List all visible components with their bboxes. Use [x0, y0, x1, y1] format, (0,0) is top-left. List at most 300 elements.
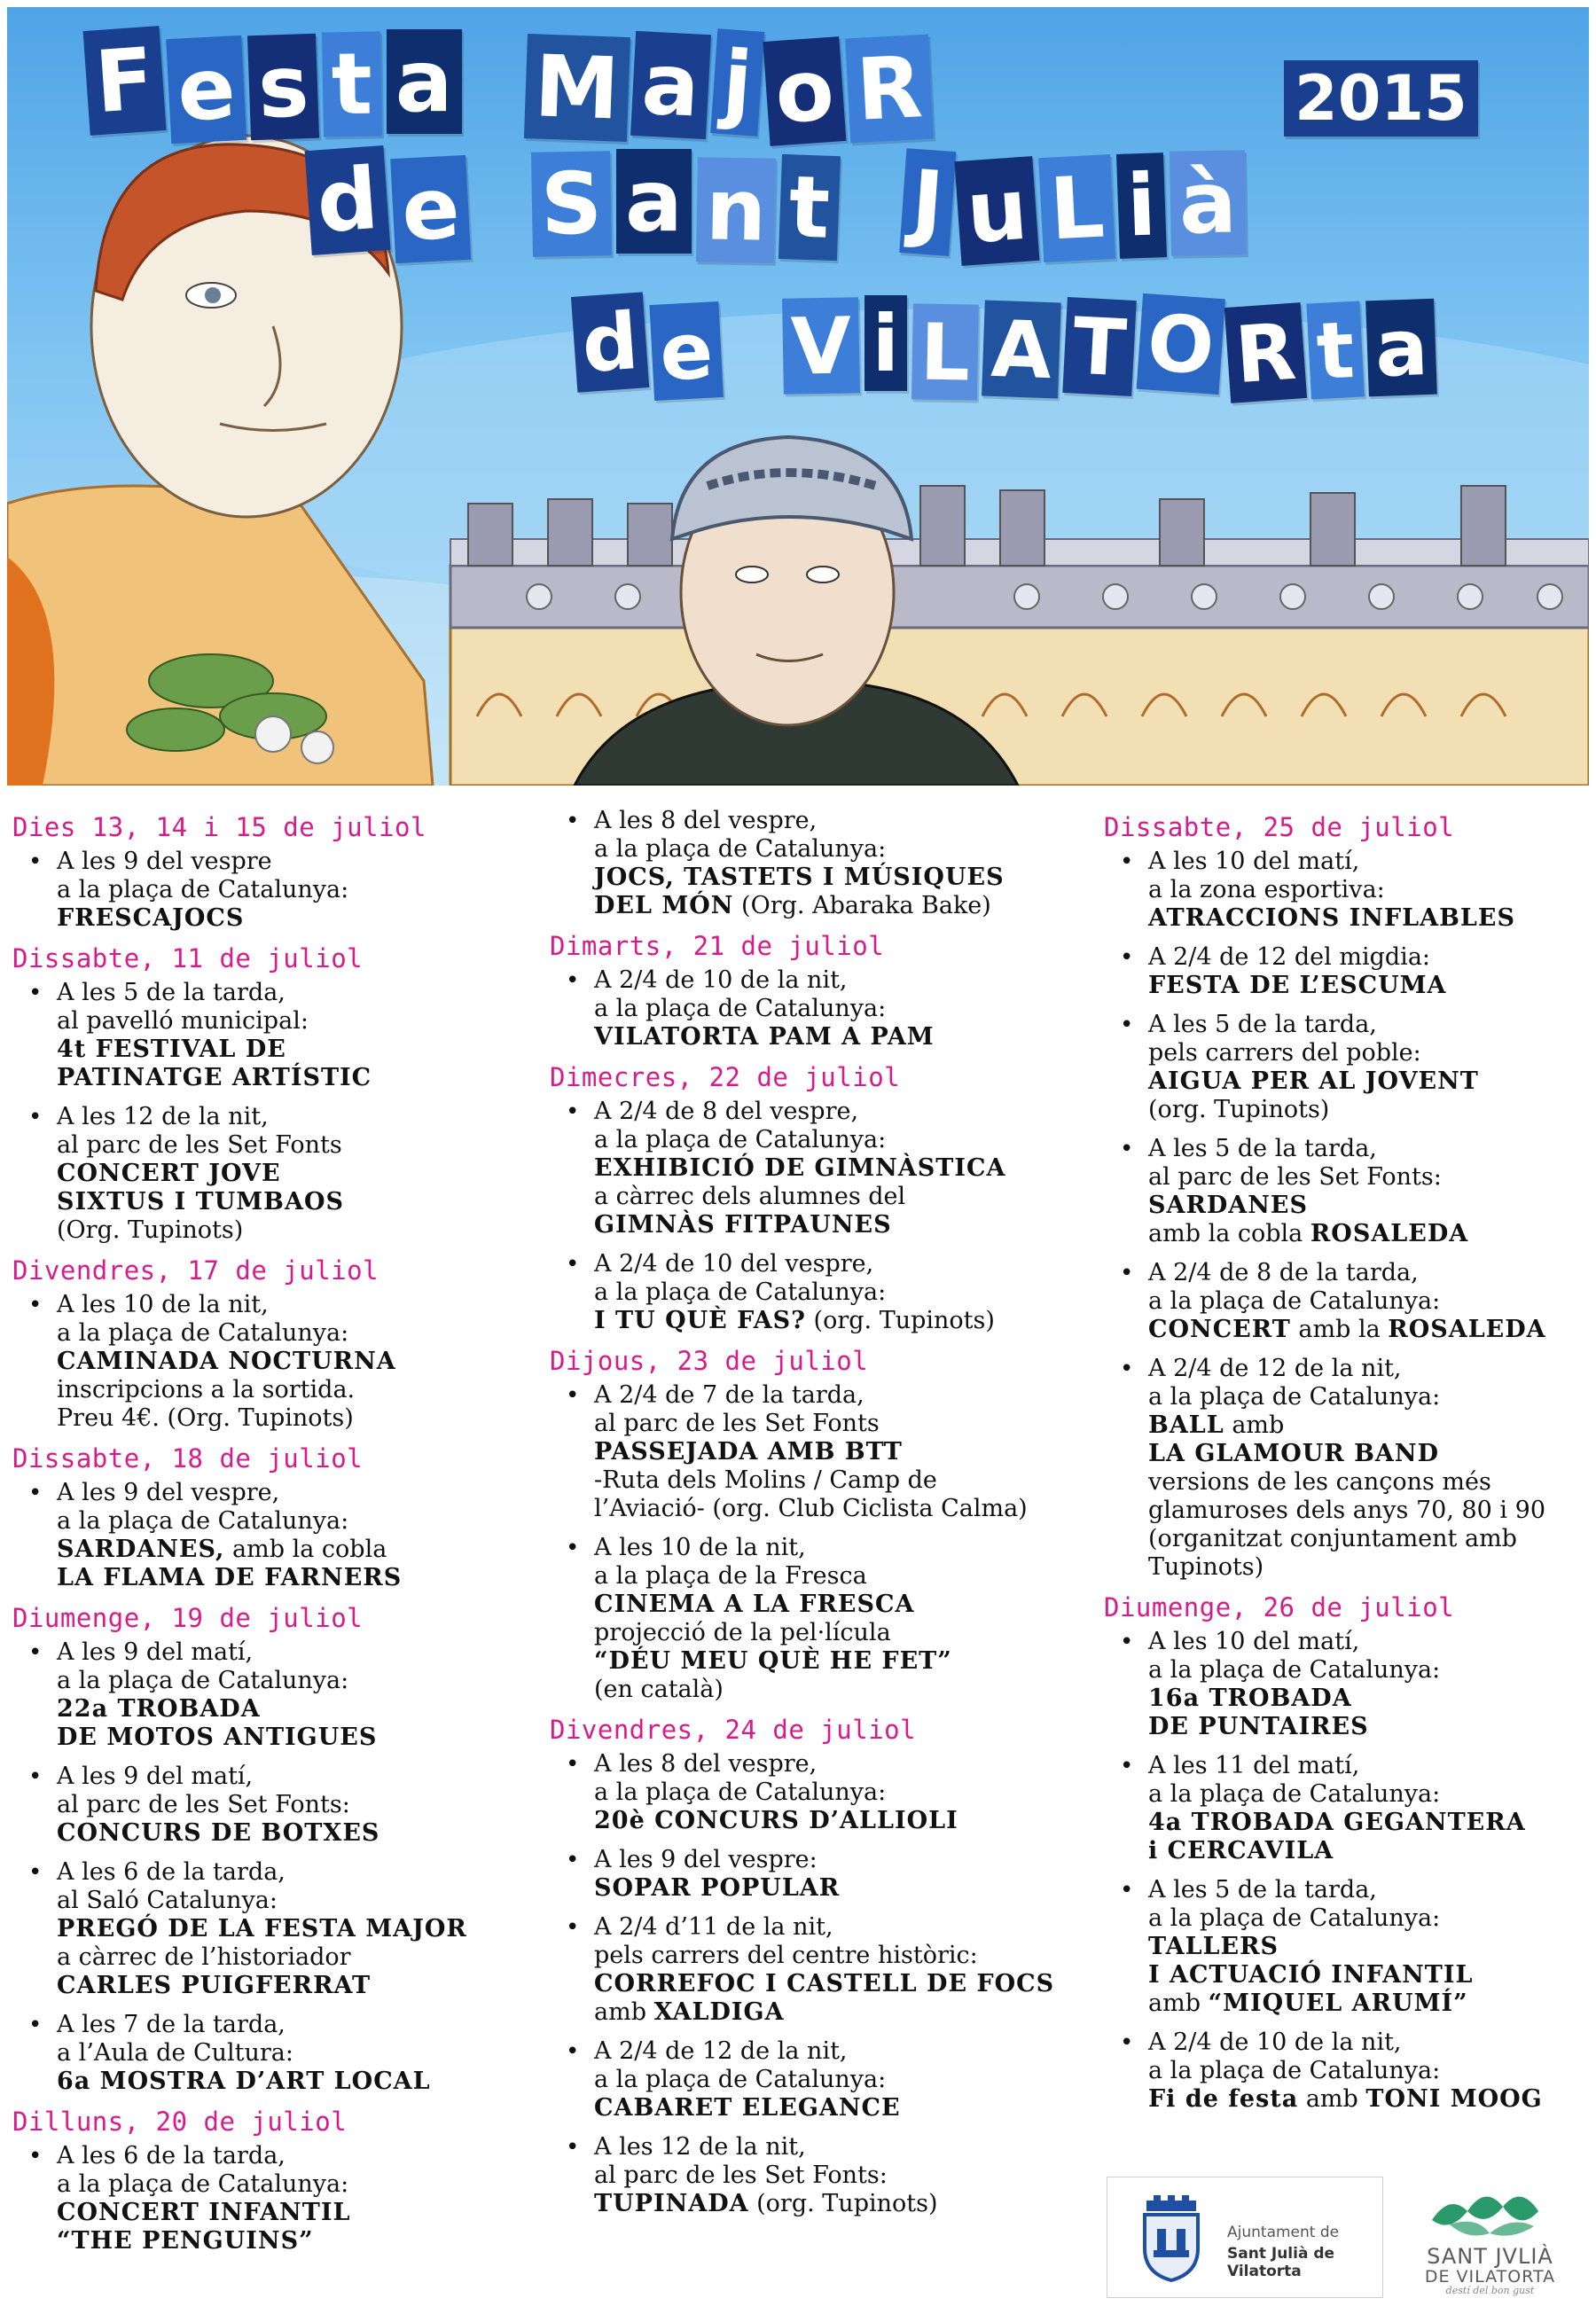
event-detail-text: a la plaça de Catalunya: [57, 876, 349, 903]
event-title-text: ATRACCIONS INFLABLES [1148, 904, 1515, 932]
event-line [594, 1381, 1068, 1410]
event-line [594, 1211, 1068, 1239]
event-line [57, 979, 531, 1007]
event-line [1148, 1990, 1596, 2018]
event-detail-text: (Org. Abaraka Bake) [733, 892, 991, 919]
title-letter-tile: à [1170, 150, 1247, 255]
ajuntament-town-name: Sant Julià de Vilatorta [1227, 2245, 1335, 2280]
event-detail-text: A les 9 del matí, [57, 1763, 254, 1790]
event-detail-text: A les 5 de la tarda, [57, 979, 286, 1006]
event-detail-text: A 2/4 de 7 de la tarda, [594, 1381, 864, 1409]
event-item [1104, 1355, 1596, 1582]
day-heading: Dissabte, 11 de juliol [12, 943, 364, 973]
event-item [550, 966, 1068, 1051]
event-line [57, 2227, 531, 2255]
event-line [594, 1970, 1068, 1998]
title-letter-tile: M [523, 34, 630, 142]
event-detail-text: A les 8 del vespre, [594, 807, 818, 834]
event-line [594, 892, 1068, 920]
program-column-3 [1104, 807, 1596, 2124]
event-line [57, 848, 531, 876]
event-detail-text: a la plaça de Catalunya: [594, 995, 887, 1022]
event-item [12, 1638, 531, 1752]
event-line [57, 2170, 531, 2199]
event-line [1148, 1096, 1596, 1124]
event-detail-text: (org. Tupinots) [805, 1307, 995, 1334]
event-title-text: 16a TROBADA [1148, 1685, 1352, 1712]
brand-tagline: destí del bon gust [1445, 2285, 1535, 2296]
title-letter-tile: t [1306, 301, 1365, 399]
event-line [1148, 2057, 1596, 2085]
title-letter-tile: L [911, 303, 979, 400]
day-heading: Dimecres, 22 de juliol [550, 1062, 901, 1092]
event-line [594, 1307, 1068, 1335]
event-line [594, 1410, 1068, 1438]
event-line [594, 1913, 1068, 1942]
event-title-text: SARDANES [1148, 1192, 1309, 1219]
event-title-text: GIMNÀS FITPAUNES [594, 1211, 892, 1239]
title-letter-tile: e [649, 301, 723, 401]
title-letter-tile: o [763, 36, 846, 146]
event-item [550, 1534, 1068, 1704]
event-item [12, 1291, 531, 1433]
event-title-text: FESTA DE L’ESCUMA [1148, 972, 1447, 999]
title-letter-tile: e [390, 155, 471, 263]
event-item [12, 1103, 531, 1245]
event-title-text: I ACTUACIÓ INFANTIL [1148, 1961, 1474, 1989]
event-line [1148, 1780, 1596, 1809]
event-line [1148, 1411, 1596, 1440]
event-item [1104, 1011, 1596, 1124]
event-title-text: 6a MOSTRA D’ART LOCAL [57, 2068, 431, 2095]
title-letter-tile [844, 153, 897, 258]
event-line [1148, 1525, 1596, 1553]
title-letter-tile: d [305, 145, 391, 255]
event-line [594, 1807, 1068, 1835]
event-detail-text: projecció de la pel·lícula [594, 1619, 891, 1646]
event-detail-text: a la plaça de Catalunya: [594, 1126, 887, 1153]
event-item [550, 807, 1068, 920]
event-line [57, 1348, 531, 1376]
event-line [57, 1007, 531, 1036]
event-title-text: ROSALEDA [1310, 1220, 1469, 1247]
event-line [594, 1495, 1068, 1523]
event-line [57, 1536, 531, 1564]
title-letter-tile [467, 34, 520, 138]
event-detail-text: al pavelló municipal: [57, 1007, 309, 1035]
event-detail-text: a la plaça de Catalunya: [1148, 1780, 1441, 1808]
title-letter-tile: i [864, 295, 907, 391]
event-line [1148, 1163, 1596, 1192]
event-line [594, 1647, 1068, 1676]
event-line [1148, 1809, 1596, 1837]
event-title-text: TUPINADA [594, 2190, 749, 2217]
event-line [57, 1036, 531, 1064]
event-line [57, 1638, 531, 1667]
event-detail-text: A les 10 de la nit, [594, 1534, 806, 1561]
day-heading: Diumenge, 19 de juliol [12, 1603, 364, 1633]
day-heading: Dilluns, 20 de juliol [12, 2107, 348, 2137]
event-title-text: TONI MOOG [1365, 2085, 1543, 2113]
event-detail-text: amb la cobla [224, 1536, 387, 1563]
event-title-text: XALDIGA [653, 1998, 785, 2026]
day-heading: Diumenge, 26 de juliol [1104, 1592, 1455, 1622]
event-title-text: CAMINADA NOCTURNA [57, 1348, 396, 1375]
event-detail-text: pels carrers del centre històric: [594, 1942, 978, 1969]
event-line [1148, 2085, 1596, 2114]
event-detail-text: a la plaça de Catalunya: [594, 2066, 887, 2093]
event-line [57, 1103, 531, 1131]
event-detail-text: a la plaça de Catalunya: [57, 2170, 349, 2198]
event-line [594, 1591, 1068, 1619]
event-item [12, 1763, 531, 1848]
event-line [594, 1154, 1068, 1183]
event-line [1148, 1316, 1596, 1344]
title-letter-tile: e [166, 35, 246, 144]
knot-emblem-icon [1423, 2180, 1556, 2242]
event-title-text: DE PUNTAIRES [1148, 1713, 1369, 1740]
event-line [57, 1858, 531, 1887]
event-line [57, 1131, 531, 1160]
event-line [594, 1250, 1068, 1278]
event-detail-text: a la plaça de la Fresca [594, 1562, 867, 1590]
event-line [1148, 1752, 1596, 1780]
event-line [1148, 1383, 1596, 1411]
event-item [12, 1479, 531, 1592]
event-detail-text: glamuroses dels anys 70, 80 i 90 [1148, 1497, 1545, 1524]
event-detail-text: amb la [1290, 1316, 1389, 1343]
event-title-text: 4a TROBADA GEGANTERA [1148, 1809, 1526, 1836]
event-detail-text: a la plaça de Catalunya: [57, 1667, 349, 1694]
poster-header-illustration [7, 7, 1589, 786]
event-line [1148, 1837, 1596, 1865]
event-line [57, 1160, 531, 1188]
event-line [594, 1278, 1068, 1307]
event-detail-text: a la plaça de Catalunya: [1148, 1287, 1441, 1315]
event-line [57, 1943, 531, 1972]
event-line [57, 1564, 531, 1592]
event-line [57, 2039, 531, 2068]
event-detail-text: a la plaça de Catalunya: [1148, 1904, 1441, 1932]
event-detail-text: A 2/4 de 12 del migdia: [1148, 943, 1431, 971]
event-detail-text: A les 10 del matí, [1148, 1628, 1360, 1655]
event-detail-text: A 2/4 de 10 de la nit, [594, 966, 848, 994]
event-detail-text: (organitzat conjuntament amb [1148, 1525, 1517, 1552]
event-title-text: CONCERT INFANTIL [57, 2199, 351, 2226]
event-line [594, 2066, 1068, 2094]
event-title-text: 4t FESTIVAL DE [57, 1036, 286, 1063]
event-line [57, 1064, 531, 1092]
event-item [12, 979, 531, 1092]
event-detail-text: Preu 4€. (Org. Tupinots) [57, 1404, 354, 1432]
title-line-festa-major [87, 28, 936, 144]
event-line [57, 1291, 531, 1319]
event-title-text: CINEMA A LA FRESCA [594, 1591, 915, 1618]
coat-of-arms-icon [1127, 2193, 1216, 2282]
title-letter-tile: a [1365, 299, 1437, 397]
event-title-text: 20è CONCURS D’ALLIOLI [594, 1807, 958, 1834]
event-title-text: “DÉU MEU QUÈ HE FET” [594, 1647, 952, 1675]
event-line [1148, 2029, 1596, 2057]
event-line [57, 2068, 531, 2096]
title-letter-tile: V [782, 297, 860, 394]
event-line [57, 1376, 531, 1404]
event-title-text: PASSEJADA AMB BTT [594, 1438, 903, 1466]
event-detail-text: A les 9 del matí, [57, 1638, 254, 1666]
event-line [1148, 1355, 1596, 1383]
event-detail-text: a la zona esportiva: [1148, 876, 1385, 903]
event-line [1148, 972, 1596, 1000]
event-title-text: FRESCAJOCS [57, 904, 245, 932]
event-title-text: 22a TROBADA [57, 1695, 261, 1723]
event-line [57, 1791, 531, 1819]
title-letter-tile: d [571, 292, 649, 392]
title-letter-tile: S [531, 151, 612, 257]
event-detail-text: amb la cobla [1148, 1220, 1310, 1247]
event-item [550, 1913, 1068, 2027]
event-line [1148, 1259, 1596, 1287]
event-line [594, 2190, 1068, 2218]
event-line [57, 1972, 531, 2000]
event-line [594, 1998, 1068, 2027]
event-line [1148, 1713, 1596, 1741]
event-line [594, 1023, 1068, 1051]
event-detail-text: A 2/4 de 12 de la nit, [594, 2037, 848, 2065]
event-detail-text: A les 6 de la tarda, [57, 1858, 286, 1886]
event-item [1104, 1752, 1596, 1865]
event-item [1104, 1628, 1596, 1741]
title-year [1284, 60, 1482, 137]
event-line [594, 2162, 1068, 2190]
event-line [1148, 1067, 1596, 1096]
event-line [594, 1183, 1068, 1211]
event-detail-text: amb [1224, 1411, 1285, 1439]
event-title-text: CONCERT JOVE [57, 1160, 281, 1187]
event-detail-text: A 2/4 de 10 de la nit, [1148, 2029, 1402, 2056]
event-detail-text: al parc de les Set Fonts: [594, 2162, 888, 2189]
event-title-text: CONCURS DE BOTXES [57, 1819, 380, 1847]
event-detail-text: a càrrec de l’historiador [57, 1943, 351, 1971]
event-line [594, 835, 1068, 864]
event-detail-text: al parc de les Set Fonts [57, 1131, 342, 1159]
program-column-1 [12, 807, 531, 2266]
ajuntament-label: Ajuntament de [1227, 2224, 1340, 2241]
event-item [1104, 1259, 1596, 1344]
event-detail-text: A 2/4 d’11 de la nit, [594, 1913, 833, 1941]
title-line-vilatorta [575, 294, 1441, 401]
title-letter-tile [473, 153, 527, 258]
event-detail-text: A 2/4 de 8 de la tarda, [1148, 1259, 1419, 1286]
event-title-text: DEL MÓN [594, 892, 734, 919]
ajuntament-logo [1107, 2177, 1383, 2298]
event-line [1148, 1876, 1596, 1904]
event-line [1148, 848, 1596, 876]
event-line [594, 2094, 1068, 2122]
event-line [1148, 1961, 1596, 1990]
event-detail-text: (org. Tupinots) [1148, 1096, 1330, 1123]
event-title-text: EXHIBICIÓ DE GIMNÀSTICA [594, 1154, 1006, 1182]
event-detail-text: a la plaça de Catalunya: [594, 1278, 887, 1306]
event-line [57, 1319, 531, 1348]
event-line [1148, 1933, 1596, 1961]
event-title-text: “MIQUEL ARUMÍ” [1208, 1990, 1468, 2017]
program-column-2 [550, 807, 1068, 2229]
event-line [1148, 1468, 1596, 1497]
event-title-text: SIXTUS I TUMBAOS [57, 1188, 344, 1216]
event-detail-text: A les 7 de la tarda, [57, 2011, 286, 2038]
day-heading: Dies 13, 14 i 15 de juliol [12, 812, 426, 842]
event-line [1148, 943, 1596, 972]
event-item [550, 1381, 1068, 1523]
event-line [594, 807, 1068, 835]
event-item [550, 1750, 1068, 1835]
event-line [1148, 1039, 1596, 1067]
event-line [594, 1778, 1068, 1807]
event-detail-text: inscripcions a la sortida. [57, 1376, 356, 1403]
event-line [594, 1438, 1068, 1466]
event-line [57, 1915, 531, 1943]
event-line [594, 1126, 1068, 1154]
event-detail-text: A les 10 del matí, [1148, 848, 1360, 875]
event-detail-text: A les 11 del matí, [1148, 1752, 1360, 1779]
title-letter-tile: t [778, 154, 841, 261]
event-line [57, 1724, 531, 1752]
event-line [57, 1507, 531, 1536]
event-detail-text: a càrrec dels alumnes del [594, 1183, 906, 1210]
event-detail-text: A les 5 de la tarda, [1148, 1135, 1377, 1162]
event-item [550, 2037, 1068, 2122]
title-letter-tile: s [247, 34, 319, 141]
event-line [594, 1619, 1068, 1647]
event-line [57, 904, 531, 933]
event-line [594, 1562, 1068, 1591]
event-title-text: TALLERS [1148, 1933, 1279, 1960]
event-detail-text: Tupinots) [1148, 1553, 1264, 1581]
event-title-text: BALL [1148, 1411, 1224, 1439]
event-detail-text: al Saló Catalunya: [57, 1887, 278, 1914]
event-title-text: CONCERT [1148, 1316, 1291, 1343]
event-detail-text: (Org. Tupinots) [57, 1216, 244, 1244]
event-item [550, 2133, 1068, 2218]
event-line [1148, 1192, 1596, 1220]
title-letter-tile: O [1137, 293, 1225, 395]
title-letter-tile: a [630, 31, 711, 139]
title-line-sant-julia [309, 148, 1251, 263]
title-letter-tile: A [982, 301, 1061, 399]
event-title-text: “THE PENGUINS” [57, 2227, 314, 2255]
event-line [1148, 1220, 1596, 1248]
year-tile: 2015 [1284, 60, 1478, 137]
title-letter-tile: R [845, 35, 934, 144]
event-line [594, 1874, 1068, 1903]
event-item [1104, 848, 1596, 933]
event-line [1148, 904, 1596, 933]
town-brand-logo [1392, 2177, 1587, 2296]
event-detail-text: A les 5 de la tarda, [1148, 1876, 1377, 1904]
event-line [1148, 1440, 1596, 1468]
event-detail-text: A les 6 de la tarda, [57, 2142, 286, 2169]
event-line [594, 966, 1068, 995]
title-letter-tile: R [1224, 302, 1307, 403]
event-title-text: CABARET ELEGANCE [594, 2094, 901, 2122]
event-detail-text: a la plaça de Catalunya: [57, 1319, 349, 1347]
event-line [1148, 876, 1596, 904]
title-letter-tile: a [616, 149, 692, 254]
title-letter-tile: F [83, 26, 167, 136]
event-detail-text: A 2/4 de 8 del vespre, [594, 1098, 859, 1125]
title-letter-tile: J [899, 148, 956, 256]
event-detail-text: A les 8 del vespre, [594, 1750, 818, 1778]
event-item [550, 1098, 1068, 1239]
event-detail-text: a la plaça de Catalunya: [594, 835, 887, 863]
brand-name-line-1: SANT JVLIÀ [1427, 2244, 1553, 2269]
title-letter-tile [726, 300, 778, 395]
day-heading: Divendres, 24 de juliol [550, 1715, 917, 1745]
event-title-text: LA GLAMOUR BAND [1148, 1440, 1439, 1467]
event-line [1148, 1011, 1596, 1039]
event-line [57, 2011, 531, 2039]
event-detail-text: amb [1298, 2085, 1366, 2113]
event-line [594, 1466, 1068, 1495]
event-line [594, 2133, 1068, 2162]
event-line [1148, 1904, 1596, 1933]
event-detail-text: a la plaça de Catalunya: [1148, 2057, 1441, 2084]
event-title-text: ROSALEDA [1388, 1316, 1546, 1343]
event-line [57, 1819, 531, 1848]
event-line [1148, 1497, 1596, 1525]
event-line [57, 1188, 531, 1216]
event-line [594, 1750, 1068, 1778]
event-detail-text: amb [594, 1998, 654, 2026]
event-item [550, 1250, 1068, 1335]
event-line [1148, 1287, 1596, 1316]
event-title-text: AIGUA PER AL JOVENT [1148, 1067, 1479, 1095]
event-item [550, 1846, 1068, 1903]
event-line [57, 2142, 531, 2170]
event-detail-text: (en català) [594, 1676, 724, 1703]
event-line [594, 1676, 1068, 1704]
event-title-text: CARLES PUIGFERRAT [57, 1972, 372, 1999]
event-title-text: SOPAR POPULAR [594, 1874, 841, 1902]
event-line [1148, 1553, 1596, 1582]
event-detail-text: a la plaça de Catalunya: [594, 1778, 887, 1806]
event-line [57, 1695, 531, 1724]
event-detail-text: (org. Tupinots) [748, 2190, 938, 2217]
event-detail-text: al parc de les Set Fonts [594, 1410, 880, 1437]
event-line [594, 2037, 1068, 2066]
event-line [594, 1942, 1068, 1970]
event-detail-text: A les 12 de la nit, [57, 1103, 269, 1130]
event-title-text: Fi de festa [1148, 2085, 1299, 2113]
event-detail-text: A 2/4 de 10 del vespre, [594, 1250, 874, 1278]
event-line [594, 1846, 1068, 1874]
event-line [1148, 1656, 1596, 1685]
event-detail-text: pels carrers del poble: [1148, 1039, 1421, 1067]
title-letter-tile: t [322, 31, 382, 137]
brand-name-line-2: DE VILATORTA [1424, 2267, 1556, 2287]
event-detail-text: l’Aviació- (org. Club Ciclista Calma) [594, 1495, 1028, 1522]
event-line [57, 2199, 531, 2227]
event-detail-text: a la plaça de Catalunya: [1148, 1383, 1441, 1411]
event-detail-text: a l’Aula de Cultura: [57, 2039, 293, 2067]
event-title-text: PATINATGE ARTÍSTIC [57, 1064, 372, 1091]
event-item [12, 1858, 531, 2000]
title-letter-tile: j [710, 28, 764, 136]
event-item [1104, 1135, 1596, 1248]
event-item [12, 2142, 531, 2255]
title-letter-tile: n [696, 157, 776, 263]
title-letter-tile: T [1062, 297, 1137, 396]
